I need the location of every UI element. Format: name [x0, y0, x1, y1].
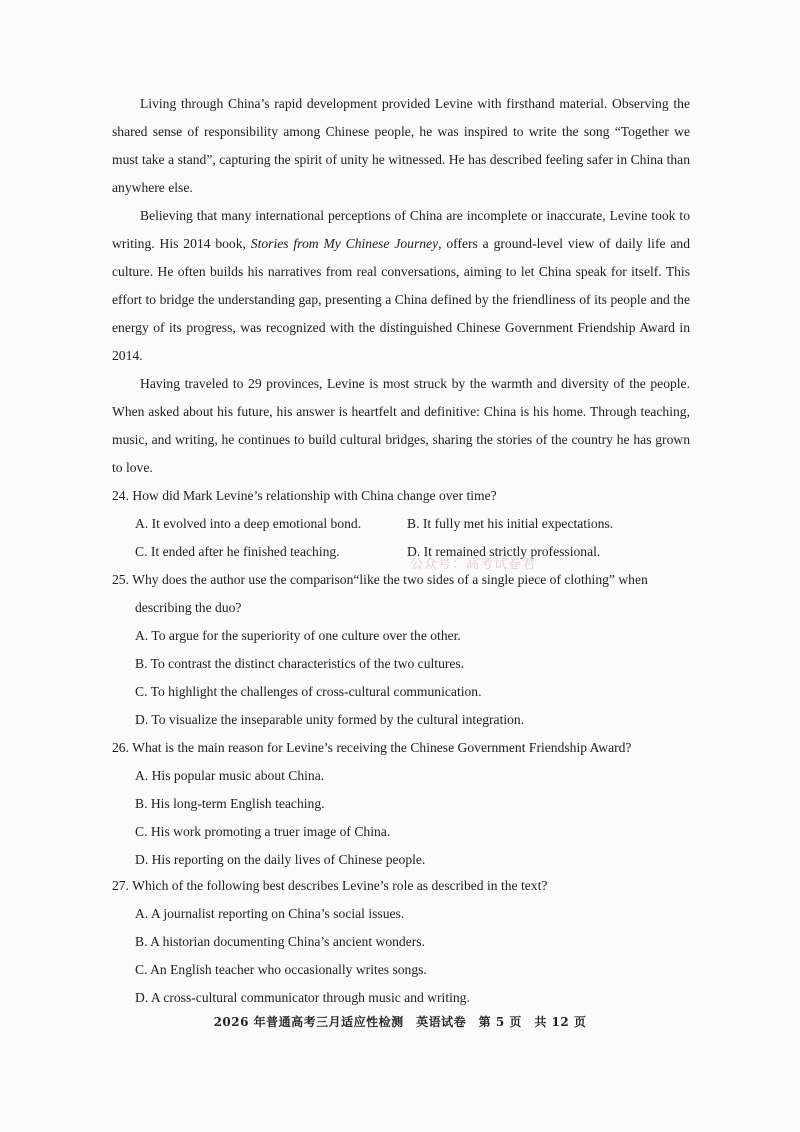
question-25-option-d: D. To visualize the inseparable unity formed by the cultural integration.	[135, 712, 525, 727]
question-25-stem-line1: 25. Why does the author use the comparison“like the two sides of a single piece of clothing” when	[112, 572, 648, 587]
question-26-option-a: A. His popular music about China.	[135, 768, 325, 783]
question-25-stem	[112, 566, 692, 622]
question-25-stem-line2: describing the duo?	[135, 600, 242, 615]
passage-paragraph-2-lead: Believing that many international perceptions of China are incomplete or inaccurate, Levine took to writing. His 2014 book,	[112, 208, 690, 251]
passage-paragraph-2	[112, 202, 690, 370]
question-27-option-d: D. A cross-cultural communicator through music and writing.	[135, 990, 470, 1005]
question-26-option-c: C. His work promoting a truer image of China.	[135, 824, 391, 839]
question-27-option-c: C. An English teacher who occasionally writes songs.	[135, 962, 427, 977]
question-27-option-b: B. A historian documenting China’s ancient wonders.	[135, 934, 425, 949]
question-24-option-d: D. It remained strictly professional.	[407, 544, 601, 559]
question-25-option-c: C. To highlight the challenges of cross-cultural communication.	[135, 684, 482, 699]
question-27-option-a: A. A journalist reporting on China’s social issues.	[135, 906, 405, 921]
passage-paragraph-2-rest: , offers a ground-level view of daily life and culture. He often builds his narratives from real conversations, aiming to let China speak for itself. This effort to bridge the understanding gap, presenting a China defined by the friendliness of its people and the energy of its progress, was recognized with the distinguished Chinese Government Friendship Award in 2014.	[112, 236, 691, 363]
question-25-option-b: B. To contrast the distinct characteristics of the two cultures.	[135, 656, 465, 671]
passage-paragraph-3: Having traveled to 29 provinces, Levine is most struck by the warmth and diversity of the people. When asked about his future, his answer is heartfelt and definitive: China is his home. Through teaching, music, and writing, he continues to build cultural bridges, sharing the stories of the country he has grown to love.	[112, 376, 690, 475]
question-25-option-a: A. To argue for the superiority of one culture over the other.	[135, 628, 461, 643]
question-26-option-b: B. His long-term English teaching.	[135, 796, 325, 811]
question-24-option-c: C. It ended after he finished teaching.	[135, 544, 340, 559]
question-26-stem: 26. What is the main reason for Levine’s receiving the Chinese Government Friendship Award?	[112, 740, 632, 755]
watermark: 公众号：高考试卷君	[410, 557, 537, 572]
book-title: Stories from My Chinese Journey	[250, 236, 439, 251]
question-24-stem: 24. How did Mark Levine’s relationship with China change over time?	[112, 488, 497, 503]
passage-paragraph-1: Living through China’s rapid development provided Levine with firsthand material. Observing the shared sense of responsibility among Chinese people, he was inspired to write the song “Together we must take a stand”, capturing the spirit of unity he witnessed. He has described feeling safer in China than anywhere else.	[112, 96, 690, 195]
question-24-option-a: A. It evolved into a deep emotional bond.	[135, 516, 362, 531]
question-26-option-d: D. His reporting on the daily lives of Chinese people.	[135, 852, 426, 867]
page-footer: 2026 年普通高考三月适应性检测 英语试卷 第 5 页 共 12 页	[213, 1015, 587, 1029]
question-27-stem: 27. Which of the following best describes Levine’s role as described in the text?	[112, 878, 548, 893]
question-24-option-b: B. It fully met his initial expectations.	[407, 516, 614, 531]
